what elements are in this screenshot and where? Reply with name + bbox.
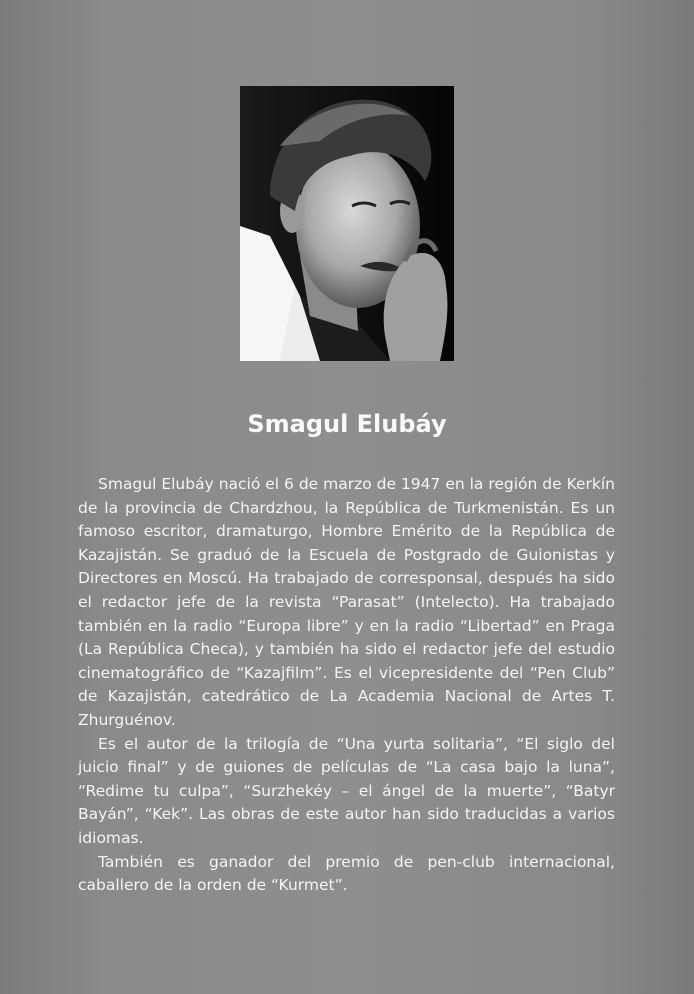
author-name-heading: Smagul Elubáy xyxy=(247,410,447,438)
biography-paragraph: Es el autor de la trilogía de “Una yurta solitaria”, “El siglo del juicio final” y de guiones de películas de “La casa bajo la luna”, “Redime tu culpa”, “Surzhekéy – el ángel de la muerte”, “Batyr Bayán”, “Kek”. Las obras de este autor han sido traducidas a varios idiomas. xyxy=(78,734,615,847)
author-portrait xyxy=(240,86,454,361)
author-portrait-image xyxy=(240,86,454,361)
biography-paragraph: También es ganador del premio de pen-club internacional, caballero de la orden de “Kurmet”. xyxy=(78,852,615,895)
author-biography xyxy=(78,473,615,898)
biography-paragraph: Smagul Elubáy nació el 6 de marzo de 1947 en la región de Kerkín de la provincia de Chardzhou, la República de Turkmenistán. Es un famoso escritor, dramaturgo, Hombre Emérito de la República de Kazajistán. Se graduó de la Escuela de Postgrado de Guionistas y Directores en Moscú. Ha trabajado de corresponsal, después ha sido el redactor jefe de la revista “Parasat” (Intelecto). Ha trabajado también en la radio “Europa libre” y en la radio “Libertad” en Praga (La República Checa), y también ha sido el redactor jefe del estudio cinematográfico de “Kazajfilm”. Es el vicepresidente del “Pen Club” de Kazajistán, catedrático de La Academia Nacional de Artes T. Zhurguénov. xyxy=(78,475,615,729)
